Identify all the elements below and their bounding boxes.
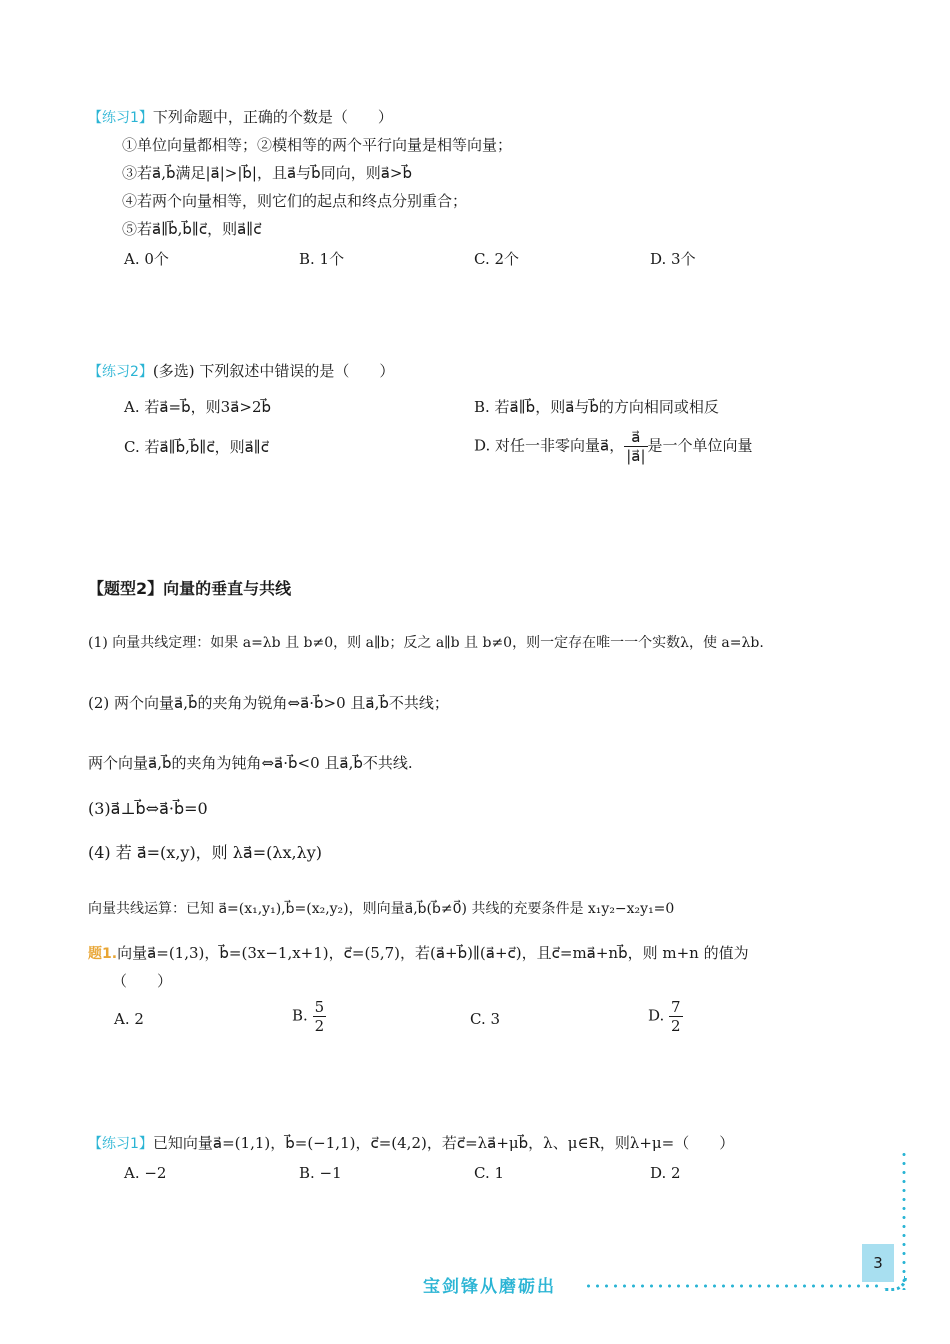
ex3-tag: 【练习1】 <box>88 1136 153 1152</box>
ex3-option-b: B. −1 <box>299 1164 342 1182</box>
ex2-option-d <box>474 428 753 465</box>
ex2-option-c: C. 若a⃗∥b⃗,b⃗∥c⃗，则a⃗∥c⃗ <box>124 438 269 456</box>
q1-option-b-denominator: 2 <box>314 1017 325 1035</box>
ex3-option-c: C. 1 <box>474 1164 505 1182</box>
q1-option-d-fraction <box>669 998 683 1035</box>
section-point-2b: 两个向量a⃗,b⃗的夹角为钝角⇔a⃗·b⃗<0 且a⃗,b⃗不共线. <box>88 754 413 772</box>
section-point-2: (2) 两个向量a⃗,b⃗的夹角为锐角⇔a⃗·b⃗>0 且a⃗,b⃗不共线； <box>88 694 449 712</box>
ex1-item-2: ③若a⃗,b⃗满足|a⃗|>|b⃗|，且a⃗与b⃗同向，则a⃗>b⃗ <box>122 164 412 182</box>
ex2-option-d-post: 是一个单位向量 <box>647 436 753 455</box>
footer-dotted-border-horizontal <box>584 1284 884 1288</box>
ex1-option-d: D. 3个 <box>650 250 696 268</box>
q1-option-b-fraction <box>313 998 327 1035</box>
q1-tag: 题1. <box>88 946 118 962</box>
q1-option-b-numerator: 5 <box>314 998 325 1016</box>
ex3-option-d: D. 2 <box>650 1164 681 1182</box>
q1-option-c: C. 3 <box>470 1010 501 1028</box>
q1-option-d <box>648 998 683 1035</box>
ex1-stem: 下列命题中，正确的个数是（ ） <box>152 108 393 126</box>
q1-paren: （ ） <box>112 972 173 990</box>
ex2-option-a: A. 若a⃗=b⃗，则3a⃗>2b⃗ <box>124 398 272 416</box>
ex2-stem-line <box>88 360 394 383</box>
ex3-stem: 已知向量a⃗=(1,1)，b⃗=(−1,1)，c⃗=(4,2)，若c⃗=λa⃗+μb⃗，λ、μ∈R，则λ+μ=（ ） <box>152 1134 735 1152</box>
q1-option-d-numerator: 7 <box>671 998 681 1016</box>
ex3-stem-line <box>88 1132 734 1155</box>
ex1-tag: 【练习1】 <box>88 110 153 126</box>
section-point-1: (1) 向量共线定理：如果 a=λb 且 b≠0，则 a∥b；反之 a∥b 且 b≠0，则一定存在唯一一个实数λ，使 a=λb. <box>88 635 764 651</box>
q1-stem: 向量a⃗=(1,3)，b⃗=(3x−1,x+1)，c⃗=(5,7)，若(a⃗+b⃗)∥(a⃗+c⃗)，且c⃗=ma⃗+nb⃗，则 m+n 的值为 <box>117 944 749 962</box>
ex3-option-a: A. −2 <box>124 1164 167 1182</box>
ex2-option-d-numerator: a⃗ <box>624 428 647 447</box>
ex1-item-4: ⑤若a⃗∥b⃗,b⃗∥c⃗，则a⃗∥c⃗ <box>122 220 262 238</box>
footer-slogan: 宝剑锋从磨砺出 <box>423 1277 556 1297</box>
ex1-item-1: ①单位向量都相等；②模相等的两个平行向量是相等向量； <box>122 136 513 154</box>
ex2-stem: (多选) 下列叙述中错误的是（ ） <box>152 362 395 380</box>
q1-option-d-denominator: 2 <box>671 1017 681 1035</box>
q1-option-d-label: D. <box>648 1006 665 1025</box>
page-number: 3 <box>862 1244 894 1282</box>
ex2-option-b: B. 若a⃗∥b⃗，则a⃗与b⃗的方向相同或相反 <box>474 398 719 416</box>
section-collinear-rule: 向量共线运算：已知 a⃗=(x₁,y₁),b⃗=(x₂,y₂)，则向量a⃗,b⃗(b⃗≠0⃗) 共线的充要条件是 x₁y₂−x₂y₁=0 <box>88 901 675 917</box>
q1-stem-line <box>88 942 749 965</box>
q1-option-a: A. 2 <box>114 1010 144 1028</box>
ex2-option-d-denominator: |a⃗| <box>626 447 646 465</box>
section-point-3: (3)a⃗⊥b⃗⇔a⃗·b⃗=0 <box>88 799 208 818</box>
ex1-option-b: B. 1个 <box>299 250 345 268</box>
ex2-tag: 【练习2】 <box>88 364 153 380</box>
section-title: 【题型2】向量的垂直与共线 <box>88 579 292 598</box>
ex2-option-d-pre: D. 对任一非零向量a⃗， <box>474 436 625 455</box>
footer-dotted-border-vertical <box>902 1150 906 1290</box>
ex1-option-c: C. 2个 <box>474 250 520 268</box>
ex1-item-3: ④若两个向量相等，则它们的起点和终点分别重合； <box>122 192 468 210</box>
ex1-stem-line <box>88 106 393 129</box>
ex1-option-a: A. 0个 <box>124 250 169 268</box>
section-point-4: (4) 若 a⃗=(x,y)，则 λa⃗=(λx,λy) <box>88 843 323 862</box>
q1-option-b <box>292 998 326 1035</box>
q1-option-b-label: B. <box>292 1006 308 1025</box>
ex2-option-d-fraction <box>624 428 647 465</box>
